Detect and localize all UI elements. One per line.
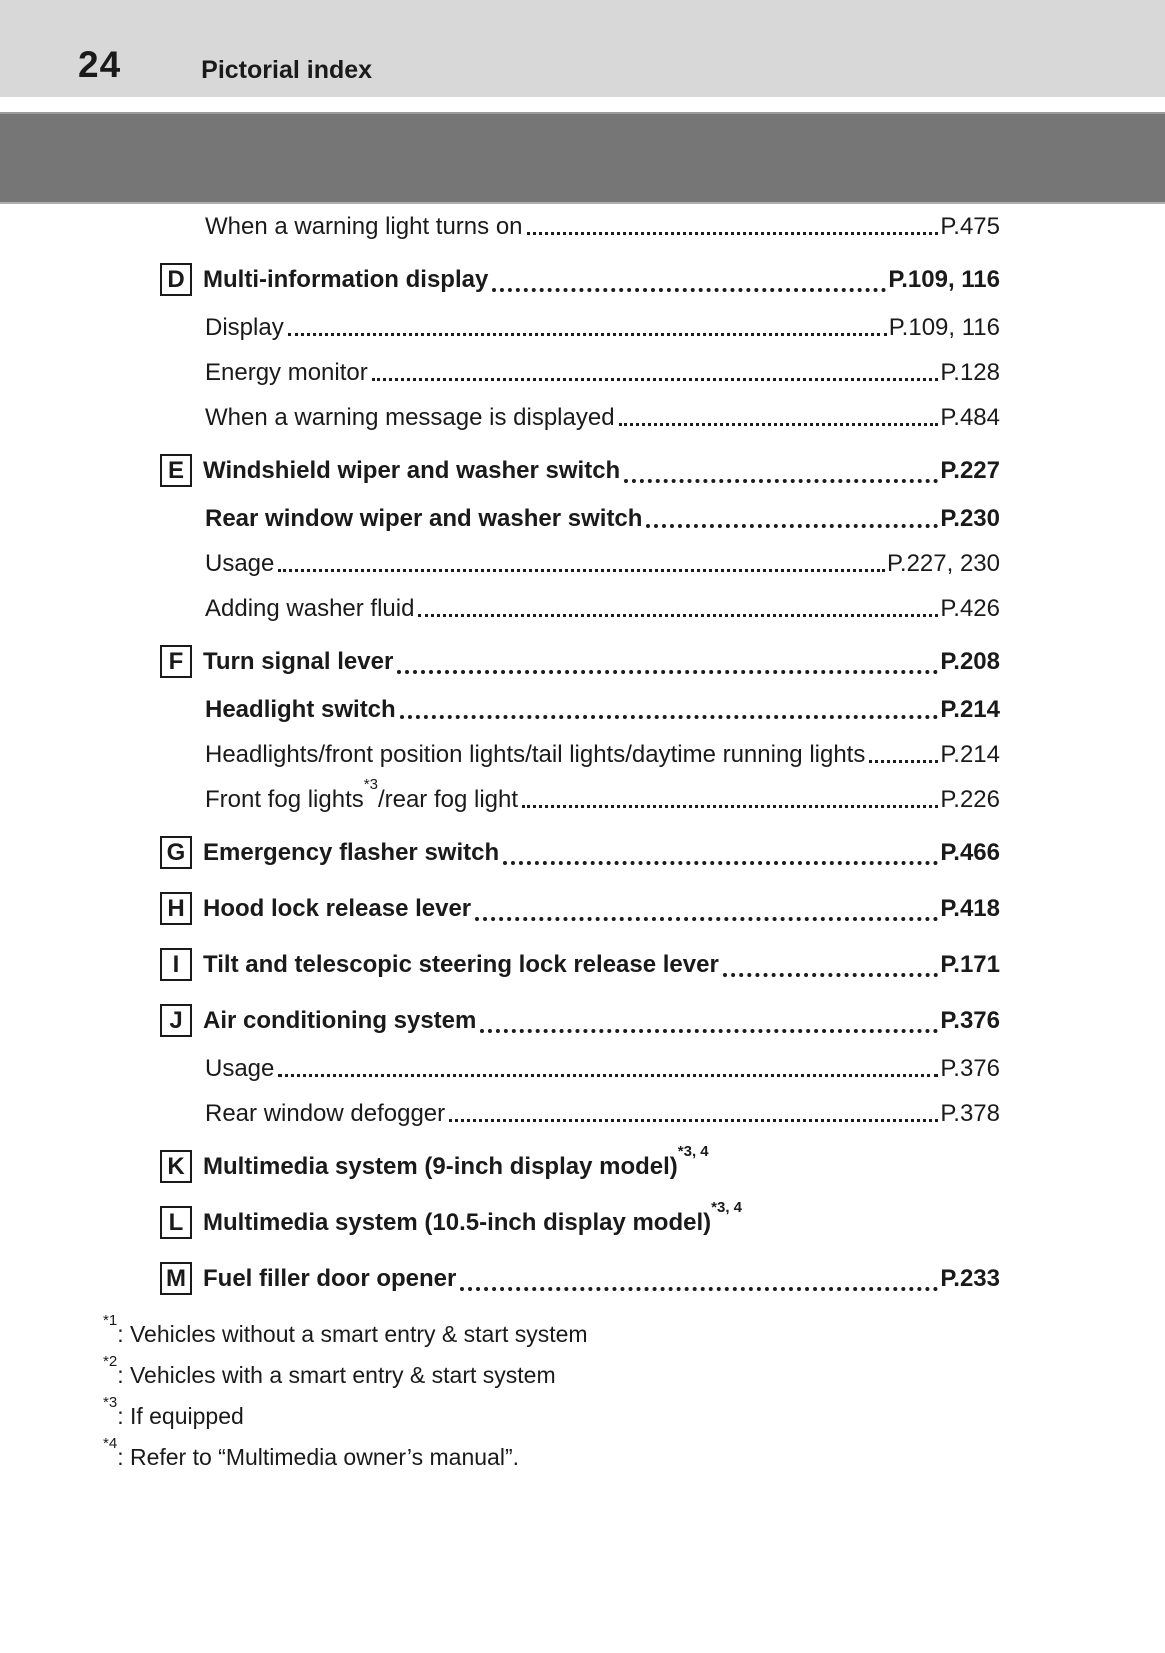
entry-label: Multimedia system (10.5-inch display model)$^{*3, 4}$ bbox=[203, 1199, 742, 1236]
index-entry bbox=[205, 695, 1000, 725]
dot-leader bbox=[723, 973, 939, 977]
footnote-marker: *3 bbox=[103, 1394, 118, 1412]
index-entry-j bbox=[160, 1003, 1000, 1039]
index-entry-i bbox=[160, 947, 1000, 983]
section-image-band bbox=[0, 112, 1165, 204]
dot-leader bbox=[278, 569, 885, 572]
entry-label: Usage bbox=[205, 1055, 275, 1082]
entry-label: Usage bbox=[205, 550, 275, 577]
footnote: $^{*3}$: If equipped bbox=[103, 1394, 244, 1429]
dot-leader bbox=[624, 479, 938, 483]
dot-leader bbox=[418, 614, 938, 617]
section-letter-box: L bbox=[160, 1206, 192, 1239]
dot-leader bbox=[492, 288, 886, 292]
index-entry-k bbox=[160, 1143, 1000, 1185]
dot-leader bbox=[449, 1119, 938, 1122]
entry-label: Headlights/front position lights/tail lights/daytime running lights bbox=[205, 741, 866, 768]
footnote-marker: *3, 4 bbox=[711, 1199, 742, 1216]
dot-leader bbox=[475, 917, 938, 921]
entry-label: Display bbox=[205, 314, 284, 341]
entry-label: Multi-information display bbox=[203, 266, 489, 293]
page-reference: P.233 bbox=[940, 1265, 1000, 1292]
entry-label: Air conditioning system bbox=[203, 1007, 477, 1034]
index-entry bbox=[205, 594, 1000, 624]
dot-leader bbox=[400, 715, 939, 719]
entry-label: Headlight switch bbox=[205, 696, 396, 723]
page-reference: P.376 bbox=[940, 1007, 1000, 1034]
entry-label: Rear window wiper and washer switch bbox=[205, 505, 643, 532]
page-reference: P.376 bbox=[940, 1055, 1000, 1082]
dot-leader bbox=[522, 805, 938, 808]
index-entry-m bbox=[160, 1261, 1000, 1297]
index-entry bbox=[205, 740, 1000, 770]
entry-label: When a warning light turns on bbox=[205, 213, 523, 240]
index-list bbox=[160, 212, 1000, 1297]
page-reference: P.208 bbox=[940, 648, 1000, 675]
entry-label: Hood lock release lever bbox=[203, 895, 472, 922]
dot-leader bbox=[278, 1074, 938, 1077]
entry-label: Rear window defogger bbox=[205, 1100, 446, 1127]
dot-leader bbox=[460, 1287, 938, 1291]
entry-label: Turn signal lever bbox=[203, 648, 394, 675]
page-reference: P.109, 116 bbox=[888, 266, 1000, 293]
entry-label: When a warning message is displayed bbox=[205, 404, 615, 431]
entry-label: Front fog lights$^{*3}$/rear fog light bbox=[205, 776, 519, 813]
index-entry-h bbox=[160, 891, 1000, 927]
page-title: Pictorial index bbox=[201, 56, 373, 84]
page-header bbox=[0, 0, 1165, 97]
index-entry bbox=[205, 1099, 1000, 1129]
section-letter-box: J bbox=[160, 1004, 192, 1037]
footnote: $^{*2}$: Vehicles with a smart entry & start system bbox=[103, 1353, 556, 1388]
page-reference: P.230 bbox=[940, 505, 1000, 532]
dot-leader bbox=[503, 861, 938, 865]
footnote-marker: *4 bbox=[103, 1435, 118, 1453]
page-reference: P.466 bbox=[940, 839, 1000, 866]
footnote-marker: *3 bbox=[363, 776, 378, 793]
entry-label: Emergency flasher switch bbox=[203, 839, 500, 866]
section-letter-box: F bbox=[160, 645, 192, 678]
page-reference: P.128 bbox=[940, 359, 1000, 386]
index-entry bbox=[205, 313, 1000, 343]
page-reference: P.378 bbox=[940, 1100, 1000, 1127]
dot-leader bbox=[646, 524, 938, 528]
entry-label: Multimedia system (9-inch display model)$^{*3, 4}$ bbox=[203, 1143, 709, 1180]
index-entry bbox=[205, 358, 1000, 388]
footnote: $^{*4}$: Refer to “Multimedia owner’s manual”. bbox=[103, 1435, 519, 1470]
page-reference: P.227, 230 bbox=[886, 550, 1000, 577]
index-entry bbox=[205, 212, 1000, 242]
dot-leader bbox=[372, 378, 939, 381]
footnotes bbox=[103, 1312, 1165, 1472]
page-reference: P.109, 116 bbox=[888, 314, 1000, 341]
entry-label: Adding washer fluid bbox=[205, 595, 415, 622]
dot-leader bbox=[527, 232, 939, 235]
footnote-marker: *3, 4 bbox=[677, 1143, 709, 1160]
index-entry bbox=[205, 776, 1000, 815]
page-reference: P.484 bbox=[940, 404, 1000, 431]
index-entry-d bbox=[160, 262, 1000, 298]
dot-leader bbox=[397, 670, 938, 674]
footnote-marker: *1 bbox=[103, 1312, 118, 1330]
footnote: $^{*1}$: Vehicles without a smart entry & start system bbox=[103, 1312, 588, 1347]
index-entry bbox=[205, 549, 1000, 579]
page-reference: P.227 bbox=[940, 457, 1000, 484]
page-reference: P.426 bbox=[940, 595, 1000, 622]
page-reference: P.214 bbox=[940, 696, 1000, 723]
entry-label: Tilt and telescopic steering lock release lever bbox=[203, 951, 719, 978]
index-entry-l bbox=[160, 1199, 1000, 1241]
section-letter-box: E bbox=[160, 454, 192, 487]
section-letter-box: M bbox=[160, 1262, 192, 1295]
dot-leader bbox=[869, 760, 938, 763]
entry-label: Windshield wiper and washer switch bbox=[203, 457, 621, 484]
index-entry bbox=[205, 504, 1000, 534]
index-entry bbox=[205, 403, 1000, 433]
footnote-marker: *2 bbox=[103, 1353, 118, 1371]
index-entry-e bbox=[160, 453, 1000, 489]
page-number: 24 bbox=[78, 44, 122, 85]
section-letter-box: I bbox=[160, 948, 192, 981]
section-letter-box: D bbox=[160, 263, 192, 296]
index-entry-f bbox=[160, 644, 1000, 680]
dot-leader bbox=[288, 333, 887, 336]
page-reference: P.226 bbox=[940, 786, 1000, 813]
dot-leader bbox=[480, 1029, 938, 1033]
page-reference: P.214 bbox=[940, 741, 1000, 768]
index-entry bbox=[205, 1054, 1000, 1084]
index-entry-g bbox=[160, 835, 1000, 871]
section-letter-box: H bbox=[160, 892, 192, 925]
dot-leader bbox=[619, 423, 939, 426]
section-letter-box: G bbox=[160, 836, 192, 869]
page-reference: P.475 bbox=[940, 213, 1000, 240]
entry-label: Fuel filler door opener bbox=[203, 1265, 457, 1292]
section-letter-box: K bbox=[160, 1150, 192, 1183]
page-reference: P.418 bbox=[940, 895, 1000, 922]
page-reference: P.171 bbox=[940, 951, 1000, 978]
entry-label: Energy monitor bbox=[205, 359, 368, 386]
